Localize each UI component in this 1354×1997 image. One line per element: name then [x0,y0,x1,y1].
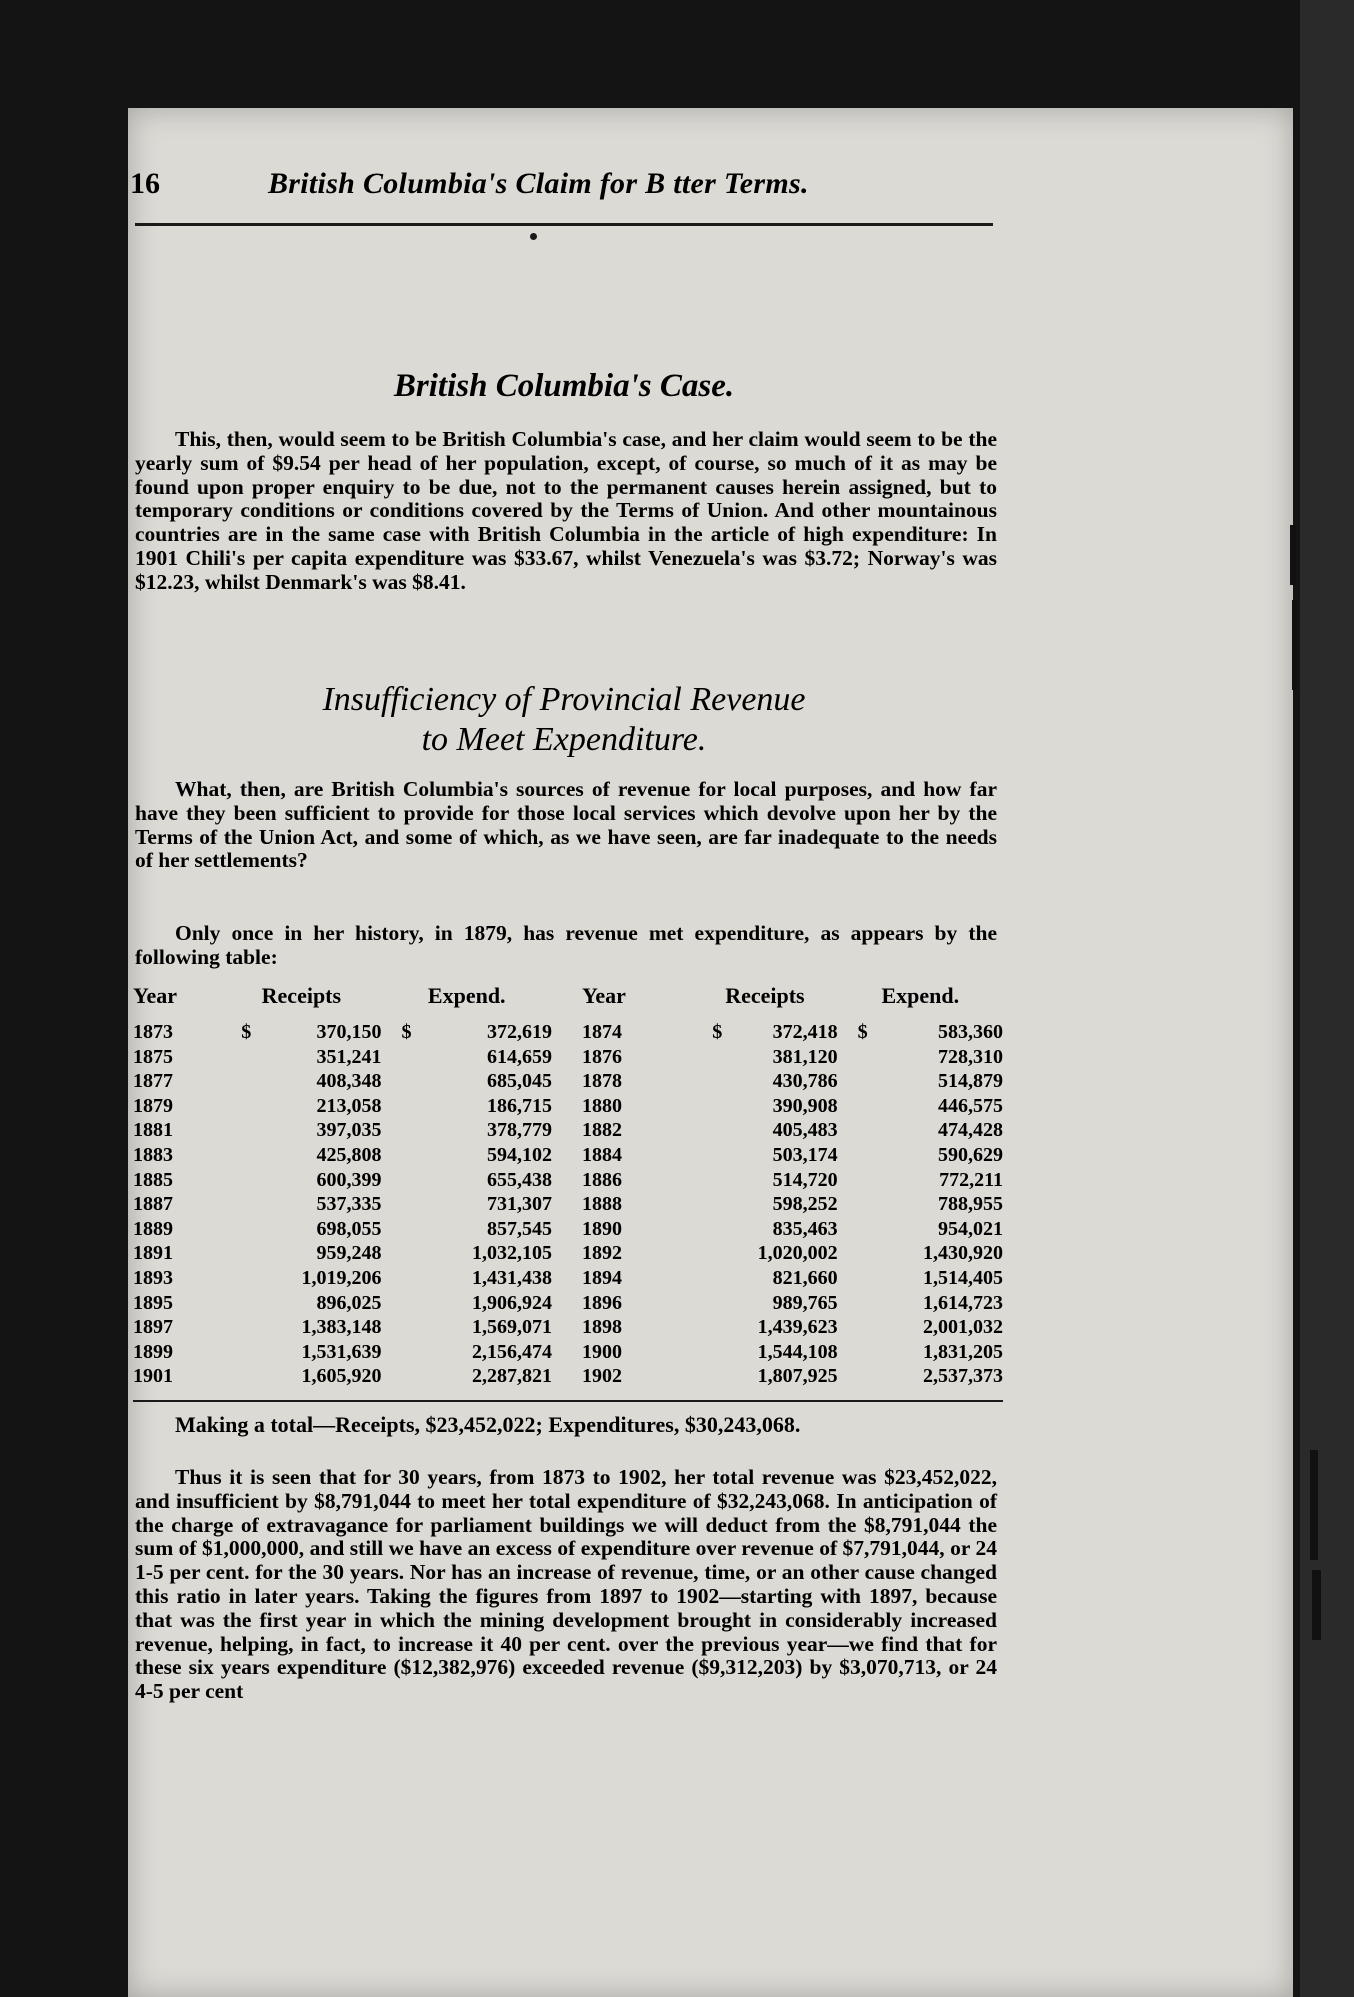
cell-value: 1896 [581,1291,622,1314]
amount-cell [221,1143,381,1168]
amount-cell [382,1094,552,1119]
cell-value: 378,779 [486,1119,552,1142]
table-row [133,1094,1003,1119]
amount-cell [692,1069,837,1094]
cell-value: 1902 [581,1365,622,1388]
cell-value: 698,055 [316,1217,382,1240]
amount-cell [838,1069,1003,1094]
cell-value: 989,765 [772,1291,838,1314]
cell-value: 351,241 [316,1045,382,1068]
margin-mark [1312,1570,1321,1640]
col-header: Expend. [881,983,960,1008]
table-row [133,1045,1003,1070]
cell-value: 213,058 [316,1094,382,1117]
amount-cell [382,1217,552,1242]
year-cell [552,1266,692,1291]
dollar-sign: $ [241,1021,252,1043]
table-row [133,1143,1003,1168]
amount-cell [838,1241,1003,1266]
col-header: Receipts [725,983,805,1008]
table-intro-text: Only once in her history, in 1879, has revenue met expenditure, as appears by the following table: [135,921,997,969]
table-row [133,1291,1003,1316]
cell-value: 1874 [581,1021,622,1043]
table-row [133,1118,1003,1143]
table-row [133,1266,1003,1291]
amount-cell [838,1045,1003,1070]
cell-value: 835,463 [772,1217,838,1240]
cell-value: 1893 [133,1266,173,1289]
cell-value: 1883 [133,1143,173,1166]
cell-value: 372,418 [772,1021,838,1043]
cell-value: 1,605,920 [301,1365,382,1388]
cell-value: 390,908 [772,1094,838,1117]
amount-cell [838,1291,1003,1316]
cell-value: 954,021 [938,1217,1003,1240]
amount-cell [692,1291,837,1316]
amount-cell [692,1045,837,1070]
cell-value: 1875 [133,1045,173,1068]
cell-value: 1890 [581,1217,622,1240]
amount-cell [838,1192,1003,1217]
year-cell [552,1069,692,1094]
cell-value: 1901 [133,1365,173,1388]
col-header: Year [581,983,626,1008]
cell-value: 514,720 [772,1168,838,1191]
case-paragraph-text: This, then, would seem to be British Columbia's case, and her claim would seem to be the yearly sum of $9.54 per head of her population, except, of course, so much of it as may be found upon proper enquiry to be due, not to the permanent causes herein assigned, but to temporary conditions or conditions covered by the Terms of Union. And other mountainous countries are in the same case with British Columbia in the article of high expenditure: In 1901 Chili's per capita expenditure was $33.67, whilst Venezuela's was $3.72; Norway's was $12.23, whilst Denmark's was $8.41. [135,427,997,594]
cell-value: 1877 [133,1070,173,1093]
section-title-case: British Columbia's Case. [393,368,735,404]
year-cell [133,1192,221,1217]
amount-cell [221,1217,381,1242]
year-cell [552,1291,692,1316]
table-intro-paragraph [135,922,997,970]
margin-mark [1290,525,1296,585]
cell-value: 896,025 [316,1291,382,1314]
year-cell [552,1340,692,1365]
revenue-table [133,978,1003,1389]
amount-cell [221,1315,381,1340]
cell-value: 1,019,206 [301,1266,382,1289]
cell-value: 1880 [581,1094,622,1117]
amount-cell [692,1315,837,1340]
cell-value: 1,831,205 [923,1340,1003,1363]
table-row [133,1192,1003,1217]
amount-cell [382,1192,552,1217]
section-title-insufficiency-line1: Insufficiency of Provincial Revenue [322,681,806,718]
cell-value: 600,399 [316,1168,382,1191]
cell-value: 446,575 [938,1094,1003,1117]
amount-cell [692,1340,837,1365]
amount-cell [221,1020,381,1045]
amount-cell [382,1168,552,1193]
cell-value: 2,537,373 [923,1365,1003,1388]
table-row [133,1340,1003,1365]
amount-cell [382,1118,552,1143]
sources-paragraph-text: What, then, are British Columbia's sources of revenue for local purposes, and how far have they been sufficient to provide for those local services which devolve upon her by the Terms of the Union Act, and some of which, as we have seen, are far inadequate to the needs of her settlements? [135,777,997,873]
cell-value: 381,120 [772,1045,838,1068]
cell-value: 1881 [133,1119,173,1142]
year-cell [133,1364,221,1389]
cell-value: 728,310 [938,1045,1003,1068]
amount-cell [692,1094,837,1119]
col-header: Receipts [261,983,342,1008]
amount-cell [221,1364,381,1389]
cell-value: 1,431,438 [471,1266,552,1289]
cell-value: 1891 [133,1242,173,1265]
year-cell [133,1241,221,1266]
cell-value: 1,439,623 [757,1316,838,1339]
cell-value: 2,156,474 [471,1340,552,1363]
cell-value: 772,211 [939,1168,1003,1191]
year-cell [133,1291,221,1316]
amount-cell [221,1340,381,1365]
cell-value: 590,629 [938,1143,1003,1166]
amount-cell [692,1241,837,1266]
table-row [133,1020,1003,1045]
table-header-row [133,978,1003,1020]
cell-value: 857,545 [486,1217,552,1240]
cell-value: 372,619 [486,1021,552,1043]
amount-cell [221,1266,381,1291]
amount-cell [838,1143,1003,1168]
cell-value: 1892 [581,1242,622,1265]
year-cell [133,1020,221,1045]
cell-value: 1898 [581,1316,622,1339]
cell-value: 186,715 [486,1094,552,1117]
cell-value: 474,428 [938,1119,1003,1142]
year-cell [552,1020,692,1045]
header-rule [135,223,993,226]
cell-value: 1878 [581,1070,622,1093]
cell-value: 1,544,108 [757,1340,838,1363]
amount-cell [382,1266,552,1291]
year-cell [552,1315,692,1340]
year-cell [133,1168,221,1193]
amount-cell [838,1364,1003,1389]
year-cell [133,1340,221,1365]
amount-cell [838,1168,1003,1193]
table-row [133,1168,1003,1193]
cell-value: 1,020,002 [757,1242,838,1265]
amount-cell [382,1045,552,1070]
amount-cell [221,1094,381,1119]
amount-cell [692,1118,837,1143]
amount-cell [838,1094,1003,1119]
year-cell [552,1364,692,1389]
cell-value: 1899 [133,1340,173,1363]
cell-value: 2,287,821 [471,1365,552,1388]
cell-value: 1895 [133,1291,173,1314]
cell-value: 1,430,920 [923,1242,1003,1265]
cell-value: 408,348 [316,1070,382,1093]
year-cell [552,1217,692,1242]
amount-cell [382,1241,552,1266]
cell-value: 1,614,723 [923,1291,1003,1314]
table-row [133,1241,1003,1266]
cell-value: 1,383,148 [301,1316,382,1339]
table-body [133,1020,1003,1389]
page-header [130,167,990,207]
table-rule [133,1400,1003,1402]
cell-value: 1873 [133,1021,173,1043]
table-row [133,1217,1003,1242]
cell-value: 1894 [581,1266,622,1289]
amount-cell [382,1020,552,1045]
year-cell [133,1069,221,1094]
amount-cell [692,1020,837,1045]
table-total: Making a total—Receipts, $23,452,022; Expenditures, $30,243,068. [175,1412,801,1437]
cell-value: 405,483 [772,1119,838,1142]
amount-cell [221,1118,381,1143]
dollar-sign: $ [857,1021,868,1043]
amount-cell [382,1340,552,1365]
cell-value: 1,514,405 [923,1266,1003,1289]
cell-value: 397,035 [316,1119,382,1142]
amount-cell [838,1315,1003,1340]
cell-value: 1897 [133,1316,173,1339]
amount-cell [692,1143,837,1168]
dollar-sign: $ [712,1021,723,1043]
col-header: Year [133,983,177,1008]
amount-cell [221,1069,381,1094]
margin-mark [1310,1450,1318,1560]
year-cell [133,1217,221,1242]
section-title-insufficiency-line2: to Meet Expenditure. [421,721,707,758]
amount-cell [221,1291,381,1316]
year-cell [552,1045,692,1070]
year-cell [552,1143,692,1168]
cell-value: 1889 [133,1217,173,1240]
year-cell [552,1168,692,1193]
cell-value: 2,001,032 [923,1316,1003,1339]
year-cell [552,1241,692,1266]
cell-value: 1888 [581,1193,622,1216]
cell-value: 959,248 [316,1242,382,1265]
cell-value: 731,307 [486,1193,552,1216]
cell-value: 1882 [581,1119,622,1142]
year-cell [552,1094,692,1119]
running-title: British Columbia's Claim for B tter Terms. [268,167,809,200]
scan-edge [1300,0,1354,1997]
sources-paragraph [135,778,997,873]
amount-cell [692,1192,837,1217]
cell-value: 655,438 [486,1168,552,1191]
rule-ornament [530,233,537,240]
year-cell [552,1192,692,1217]
table-row [133,1069,1003,1094]
year-cell [133,1143,221,1168]
amount-cell [382,1315,552,1340]
year-cell [133,1315,221,1340]
amount-cell [221,1192,381,1217]
cell-value: 514,879 [938,1070,1003,1093]
cell-value: 1,569,071 [471,1316,552,1339]
cell-value: 1,807,925 [757,1365,838,1388]
cell-value: 1885 [133,1168,173,1191]
col-header: Expend. [427,983,506,1008]
cell-value: 370,150 [316,1021,382,1043]
cell-value: 1900 [581,1340,622,1363]
amount-cell [838,1266,1003,1291]
analysis-paragraph-text: Thus it is seen that for 30 years, from 1873 to 1902, her total revenue was $23,452,022, and insufficient by $8,791,044 to meet her total expenditure of $32,243,068. In anticipation of the charge of extravagance for parliament buildings we will deduct from the $8,791,044 the sum of $1,000,000, and still we have an excess of expenditure over revenue of $7,791,044, or 24 1-5 per cent. for the 30 years. Nor has an increase of revenue, time, or an other cause changed this ratio in later years. Taking the figures from 1897 to 1902—starting with 1897, because that was the first year in which the mining development brought in considerably increased revenue, helping, in fact, to increase it 40 per cent. over the previous year—we find that for these six years expenditure ($12,382,976) exceeded revenue ($9,312,203) by $3,070,713, or 24 4-5 per cent [135,1465,997,1704]
cell-value: 503,174 [772,1143,838,1166]
cell-value: 685,045 [486,1070,552,1093]
table-row [133,1364,1003,1389]
cell-value: 1887 [133,1193,173,1216]
page-number: 16 [130,167,160,200]
cell-value: 425,808 [316,1143,382,1166]
amount-cell [838,1020,1003,1045]
dollar-sign: $ [401,1021,412,1043]
cell-value: 1,531,639 [301,1340,382,1363]
amount-cell [382,1364,552,1389]
amount-cell [838,1340,1003,1365]
amount-cell [221,1241,381,1266]
analysis-paragraph [135,1466,997,1704]
case-paragraph [135,428,997,595]
amount-cell [692,1364,837,1389]
margin-mark [1292,600,1297,690]
cell-value: 598,252 [772,1193,838,1216]
amount-cell [382,1291,552,1316]
year-cell [133,1045,221,1070]
table-row [133,1315,1003,1340]
amount-cell [221,1168,381,1193]
cell-value: 1,906,924 [471,1291,552,1314]
cell-value: 614,659 [486,1045,552,1068]
year-cell [133,1094,221,1119]
cell-value: 1876 [581,1045,622,1068]
cell-value: 583,360 [938,1021,1003,1043]
cell-value: 1886 [581,1168,622,1191]
cell-value: 821,660 [772,1266,838,1289]
cell-value: 1884 [581,1143,622,1166]
year-cell [133,1118,221,1143]
cell-value: 1,032,105 [471,1242,552,1265]
amount-cell [692,1217,837,1242]
amount-cell [221,1045,381,1070]
amount-cell [692,1266,837,1291]
cell-value: 788,955 [938,1193,1003,1216]
amount-cell [382,1143,552,1168]
cell-value: 430,786 [772,1070,838,1093]
amount-cell [692,1168,837,1193]
year-cell [552,1118,692,1143]
year-cell [133,1266,221,1291]
amount-cell [838,1217,1003,1242]
cell-value: 594,102 [486,1143,552,1166]
amount-cell [382,1069,552,1094]
amount-cell [838,1118,1003,1143]
cell-value: 537,335 [316,1193,382,1216]
cell-value: 1879 [133,1094,173,1117]
